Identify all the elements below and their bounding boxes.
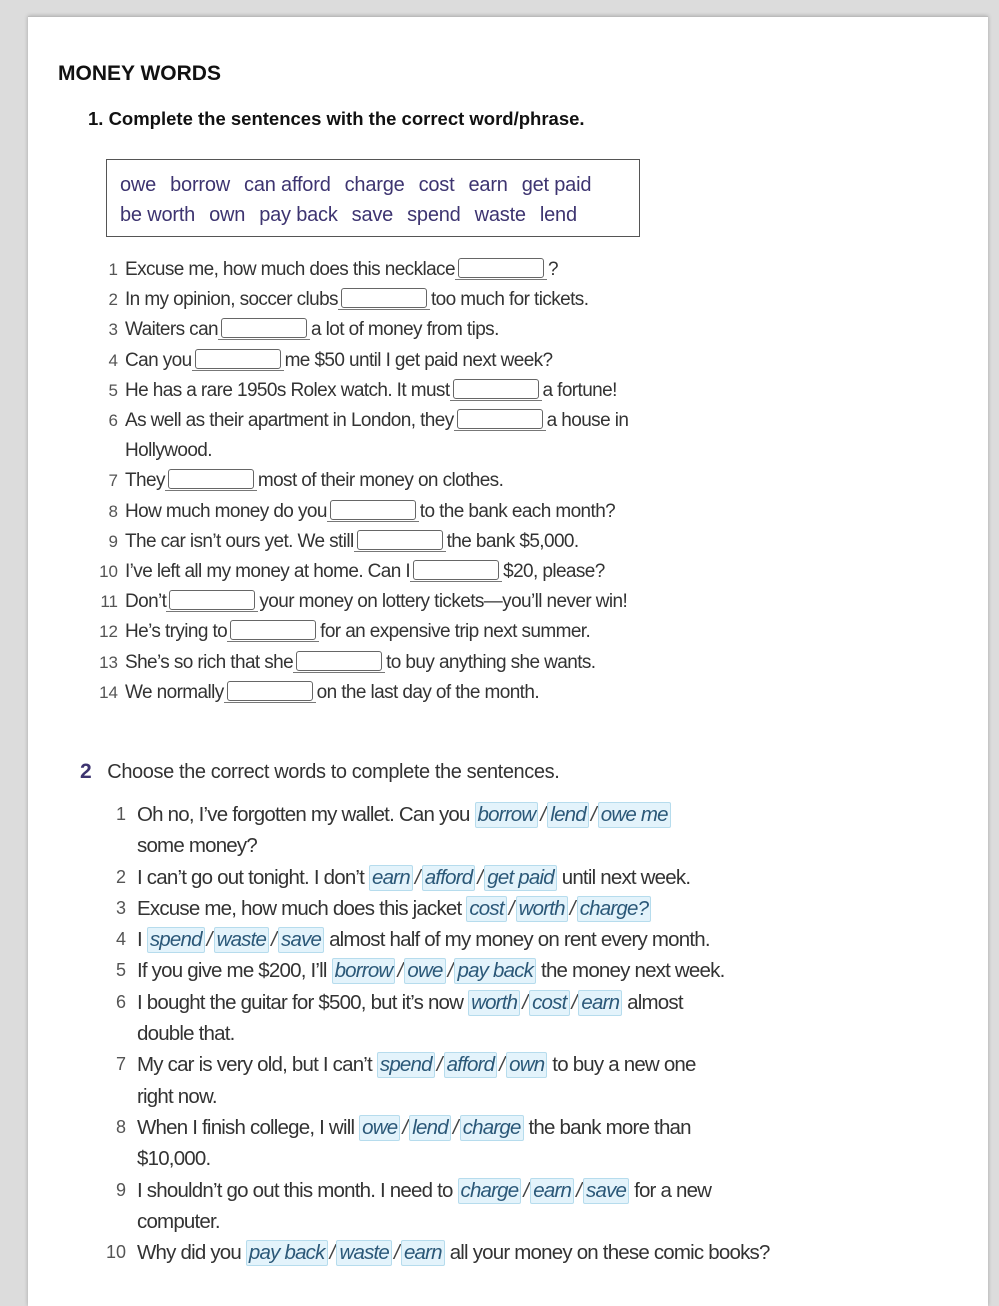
choice-row xyxy=(80,1206,880,1237)
choice-text-before: I bought the guitar for $500, but it’s now xyxy=(137,990,464,1014)
sentence-row xyxy=(88,648,728,678)
sentence-text-after: $20, please? xyxy=(503,561,605,583)
choice-text-after: the bank more than xyxy=(528,1115,691,1139)
word-bank-item: can afford xyxy=(244,174,331,196)
choice-option[interactable]: cost xyxy=(529,990,569,1016)
option-separator: / xyxy=(576,1178,582,1202)
sentence-number: 11 xyxy=(100,592,118,612)
sentence-text-before: He has a rare 1950s Rolex watch. It must xyxy=(125,379,450,401)
choice-row xyxy=(80,1049,880,1080)
exercise2-heading xyxy=(80,760,559,784)
sentence-text-before: They xyxy=(125,470,165,492)
sentence-text-before: Hollywood. xyxy=(125,440,212,462)
word-bank-item: own xyxy=(209,204,246,226)
word-bank-item: save xyxy=(351,204,394,226)
sentence-number: 5 xyxy=(108,380,118,400)
choice-option[interactable]: pay back xyxy=(454,958,536,984)
exercise1-heading: 1. Complete the sentences with the correct word/phrase. xyxy=(88,108,585,129)
choice-option[interactable]: waste xyxy=(336,1240,392,1266)
answer-blank[interactable] xyxy=(341,288,427,308)
choice-option[interactable]: spend xyxy=(377,1052,435,1078)
choice-option[interactable]: pay back xyxy=(246,1240,328,1266)
word-bank-item: be worth xyxy=(120,204,196,226)
sentence-row xyxy=(88,557,728,587)
choice-row xyxy=(80,799,880,830)
sentence-row xyxy=(88,255,728,285)
sentence-text-before: We normally xyxy=(125,681,224,703)
choice-number: 7 xyxy=(115,1054,126,1075)
choice-option[interactable]: earn xyxy=(401,1240,445,1266)
choice-text-before: I can’t go out tonight. I don’t xyxy=(137,865,365,889)
sentence-row xyxy=(88,436,728,466)
sentence-number: 4 xyxy=(108,350,118,370)
choice-option[interactable]: earn xyxy=(578,990,622,1016)
exercise2-list xyxy=(80,799,880,1268)
answer-blank[interactable] xyxy=(453,379,539,399)
choice-row xyxy=(80,924,880,955)
choice-option[interactable]: charge xyxy=(460,1115,524,1141)
choice-number: 2 xyxy=(115,866,126,887)
answer-blank[interactable] xyxy=(230,620,316,640)
sentence-text-before: He’s trying to xyxy=(125,621,228,643)
sentence-row xyxy=(88,346,728,376)
exercise1-list xyxy=(88,255,728,708)
word-bank-item: charge xyxy=(344,174,405,196)
choice-text-before: I xyxy=(137,928,142,952)
word-bank-item: pay back xyxy=(259,204,338,226)
option-separator: / xyxy=(571,990,577,1014)
sentence-text-before: I’ve left all my money at home. Can I xyxy=(125,561,411,583)
choice-number: 9 xyxy=(115,1179,126,1200)
choice-text-before: double that. xyxy=(137,1022,235,1046)
choice-option[interactable]: own xyxy=(506,1052,547,1078)
sentence-text-before: How much money do you xyxy=(125,500,327,522)
sentence-number: 1 xyxy=(108,260,118,279)
option-separator: / xyxy=(271,928,277,952)
exercise2-number: 2 xyxy=(80,760,92,783)
choice-option[interactable]: afford xyxy=(444,1052,498,1078)
sentence-text-before: In my opinion, soccer clubs xyxy=(125,289,338,311)
sentence-text-after: a fortune! xyxy=(542,379,617,401)
choice-number: 3 xyxy=(115,897,126,918)
word-bank-item: borrow xyxy=(170,174,231,196)
choice-option[interactable]: charge xyxy=(458,1178,522,1204)
choice-text-after: until next week. xyxy=(561,865,691,889)
option-separator: / xyxy=(540,803,546,826)
sentence-text-after: to the bank each month? xyxy=(419,500,616,522)
choice-option[interactable]: lend xyxy=(409,1115,451,1141)
choice-option[interactable]: worth xyxy=(468,990,520,1016)
choice-text-before: right now. xyxy=(137,1084,217,1108)
choice-number: 1 xyxy=(115,804,126,824)
choice-option[interactable]: save xyxy=(278,927,324,953)
choice-row xyxy=(80,1237,880,1268)
sentence-number: 9 xyxy=(108,531,118,551)
answer-blank[interactable] xyxy=(458,258,544,278)
sentence-text-after: ? xyxy=(547,259,558,280)
sentence-number: 14 xyxy=(99,682,118,702)
option-separator: / xyxy=(523,1178,529,1202)
choice-row xyxy=(80,987,880,1018)
sentence-row xyxy=(88,617,728,647)
choice-text-before: computer. xyxy=(137,1209,220,1233)
choice-option[interactable]: borrow xyxy=(475,802,539,828)
sentence-text-after: to buy anything she wants. xyxy=(386,651,596,673)
sentence-text-after: for an expensive trip next summer. xyxy=(320,621,591,643)
sentence-row xyxy=(88,527,728,557)
choice-text-before: When I finish college, I will xyxy=(137,1115,355,1139)
option-separator: / xyxy=(508,896,514,920)
sentence-text-before: She’s so rich that she xyxy=(125,651,294,673)
choice-number: 8 xyxy=(115,1116,126,1137)
sentence-text-after: most of their money on clothes. xyxy=(257,470,504,492)
option-separator: / xyxy=(590,803,596,826)
sentence-text-after: too much for tickets. xyxy=(430,289,589,311)
choice-row xyxy=(80,1081,880,1112)
choice-text-after: the money next week. xyxy=(541,959,725,983)
choice-option[interactable]: charge? xyxy=(577,896,651,922)
choice-option[interactable]: lend xyxy=(547,802,589,828)
choice-text-after: for a new xyxy=(634,1178,712,1202)
sentence-row xyxy=(88,315,728,345)
choice-text-before: Why did you xyxy=(137,1241,242,1265)
choice-row xyxy=(80,1018,880,1049)
choice-option[interactable]: spend xyxy=(147,927,205,953)
option-separator: / xyxy=(402,1115,408,1139)
answer-blank[interactable] xyxy=(221,318,307,338)
choice-option[interactable]: save xyxy=(583,1178,629,1204)
option-separator: / xyxy=(206,928,212,952)
sentence-number: 13 xyxy=(99,652,118,672)
word-bank-item: lend xyxy=(539,204,577,226)
option-separator: / xyxy=(477,865,483,889)
answer-blank[interactable] xyxy=(169,590,255,610)
choice-option[interactable]: cost xyxy=(466,896,506,922)
option-separator: / xyxy=(522,990,528,1014)
choice-option[interactable]: owe xyxy=(404,958,445,984)
option-separator: / xyxy=(414,865,420,889)
option-separator: / xyxy=(447,959,453,983)
sentence-number: 12 xyxy=(99,622,118,642)
word-bank-line-2 xyxy=(120,200,639,230)
choice-number: 5 xyxy=(115,960,126,981)
sentence-number: 8 xyxy=(108,501,118,521)
sentence-row xyxy=(88,466,728,496)
option-separator: / xyxy=(499,1053,505,1077)
answer-blank[interactable] xyxy=(413,560,499,580)
choice-row xyxy=(80,955,880,986)
choice-text-before: Excuse me, how much does this jacket xyxy=(137,896,462,920)
sentence-text-after: your money on lottery tickets—you’ll never win! xyxy=(259,591,628,613)
sentence-text-after: a house in xyxy=(546,410,629,432)
choice-option[interactable]: afford xyxy=(422,865,476,891)
choice-text-before: Oh no, I’ve forgotten my wallet. Can you xyxy=(137,803,470,826)
option-separator: / xyxy=(436,1053,442,1077)
choice-text-before: I shouldn’t go out this month. I need to xyxy=(137,1178,453,1202)
option-separator: / xyxy=(452,1115,458,1139)
sentence-text-before: The car isn’t ours yet. We still xyxy=(125,530,354,552)
choice-row xyxy=(80,1112,880,1143)
sentence-number: 3 xyxy=(108,320,118,340)
option-separator: / xyxy=(394,1241,399,1265)
choice-option[interactable]: borrow xyxy=(332,958,396,984)
page-title: MONEY WORDS xyxy=(58,62,221,85)
choice-row xyxy=(80,1143,880,1174)
choice-row xyxy=(80,893,880,924)
word-bank-item: earn xyxy=(468,174,508,196)
choice-number: 10 xyxy=(105,1242,126,1263)
option-separator: / xyxy=(329,1241,335,1265)
choice-option[interactable]: owe xyxy=(359,1115,400,1141)
word-bank-item: spend xyxy=(407,204,461,226)
choice-text-after: all your money on these comic books? xyxy=(449,1241,770,1265)
choice-text-after: almost half of my money on rent every month. xyxy=(329,928,710,952)
sentence-text-before: Don’t xyxy=(125,591,167,613)
sentence-text-after: on the last day of the month. xyxy=(316,681,540,703)
sentence-text-before: Can you xyxy=(125,349,192,371)
answer-blank[interactable] xyxy=(227,681,313,701)
choice-option[interactable]: waste xyxy=(214,927,270,953)
answer-blank[interactable] xyxy=(296,651,382,671)
exercise2-heading-text: Choose the correct words to complete the sentences. xyxy=(107,761,560,783)
sentence-row xyxy=(88,285,728,315)
choice-option[interactable]: earn xyxy=(530,1178,574,1204)
choice-text-before: $10,000. xyxy=(137,1147,211,1171)
option-separator: / xyxy=(569,896,575,920)
choice-option[interactable]: earn xyxy=(369,865,413,891)
sentence-row xyxy=(88,376,728,406)
sentence-row xyxy=(88,497,728,527)
word-bank-item: get paid xyxy=(521,174,592,196)
choice-text-before: If you give me $200, I’ll xyxy=(137,959,327,983)
sentence-row xyxy=(88,587,728,617)
sentence-text-after: a lot of money from tips. xyxy=(311,319,499,341)
answer-blank[interactable] xyxy=(457,409,543,429)
sentence-text-before: Excuse me, how much does this necklace xyxy=(125,259,455,280)
choice-text-after: almost xyxy=(627,990,683,1014)
sentence-number: 10 xyxy=(99,562,118,582)
sentence-number: 2 xyxy=(108,290,118,310)
choice-option[interactable]: worth xyxy=(516,896,568,922)
answer-blank[interactable] xyxy=(195,349,281,369)
word-bank xyxy=(106,159,640,237)
sentence-row xyxy=(88,406,728,436)
word-bank-item: cost xyxy=(418,174,455,196)
sentence-text-before: As well as their apartment in London, they xyxy=(125,410,454,432)
choice-text-after: to buy a new one xyxy=(552,1053,696,1077)
choice-number: 6 xyxy=(115,991,126,1012)
sentence-number: 6 xyxy=(108,411,118,431)
word-bank-item: waste xyxy=(474,204,526,226)
choice-text-before: My car is very old, but I can’t xyxy=(137,1053,372,1077)
choice-option[interactable]: owe me xyxy=(598,802,671,828)
choice-number: 4 xyxy=(115,929,126,950)
word-bank-item: owe xyxy=(120,174,157,196)
sentence-text-before: Waiters can xyxy=(125,319,219,341)
answer-blank[interactable] xyxy=(168,469,254,489)
sentence-row xyxy=(88,678,728,708)
sentence-text-after: the bank $5,000. xyxy=(446,530,579,552)
sentence-text-after: me $50 until I get paid next week? xyxy=(284,349,553,371)
word-bank-line-1 xyxy=(120,170,639,200)
choice-option[interactable]: get paid xyxy=(484,865,557,891)
choice-row xyxy=(80,830,880,861)
sentence-number: 7 xyxy=(108,471,118,491)
choice-text-before: some money? xyxy=(137,834,257,858)
answer-blank[interactable] xyxy=(330,500,416,520)
choice-row xyxy=(80,862,880,893)
answer-blank[interactable] xyxy=(357,530,443,550)
option-separator: / xyxy=(397,959,403,983)
choice-row xyxy=(80,1175,880,1206)
